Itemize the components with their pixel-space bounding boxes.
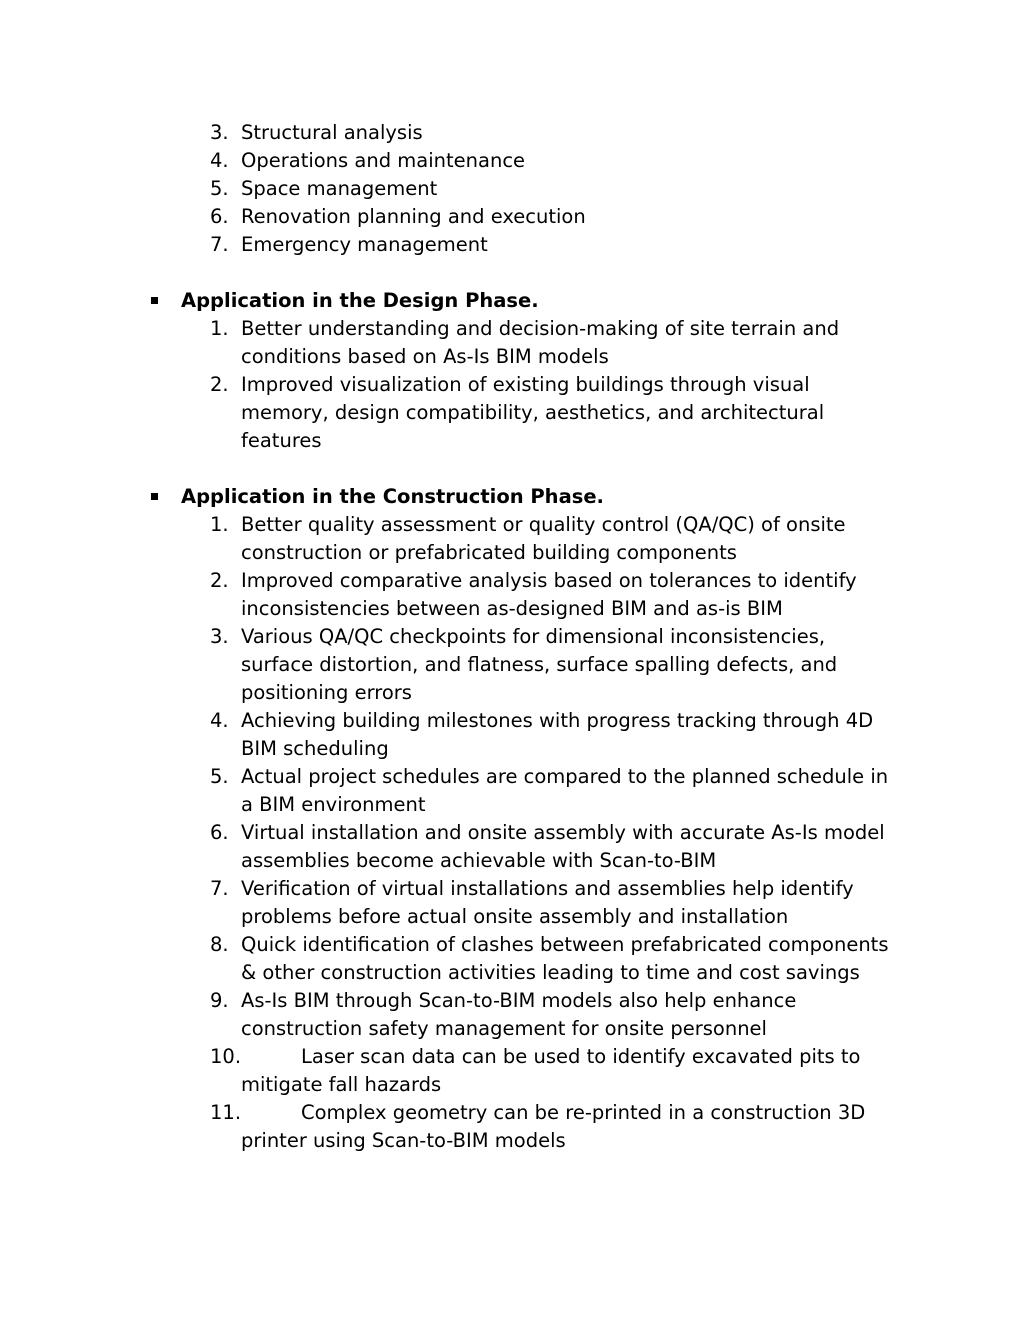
list-number: 6. bbox=[210, 821, 229, 844]
operations-uses-list bbox=[0, 119, 1024, 259]
list-number: 2. bbox=[210, 373, 229, 396]
list-text: Virtual installation and onsite assembly with accurate As-Is model assemblies become achievable with Scan-to-BIM bbox=[241, 821, 885, 872]
list-number: 11. bbox=[210, 1101, 242, 1124]
list-text: As-Is BIM through Scan-to-BIM models also help enhance construction safety management for onsite personnel bbox=[241, 989, 797, 1040]
list-number: 3. bbox=[210, 625, 229, 648]
list-item bbox=[0, 231, 901, 259]
list-number: 1. bbox=[210, 513, 229, 536]
list-item bbox=[0, 203, 901, 231]
list-text: Renovation planning and execution bbox=[241, 205, 586, 228]
list-number: 6. bbox=[210, 205, 229, 228]
list-number: 7. bbox=[210, 233, 229, 256]
list-item bbox=[0, 987, 901, 1043]
list-item bbox=[0, 147, 901, 175]
list-text: Emergency management bbox=[241, 233, 488, 256]
list-item bbox=[0, 875, 901, 931]
list-number: 5. bbox=[210, 765, 229, 788]
list-text: Actual project schedules are compared to the planned schedule in a BIM environment bbox=[241, 765, 889, 816]
list-text: Operations and maintenance bbox=[241, 149, 526, 172]
list-number: 4. bbox=[210, 149, 229, 172]
list-text: Structural analysis bbox=[241, 121, 423, 144]
list-item bbox=[0, 819, 901, 875]
list-text: Laser scan data can be used to identify excavated pits to mitigate fall hazards bbox=[241, 1045, 861, 1096]
list-item bbox=[0, 567, 901, 623]
list-number: 2. bbox=[210, 569, 229, 592]
list-text: Verification of virtual installations and assemblies help identify problems before actual onsite assembly and installation bbox=[241, 877, 854, 928]
square-bullet-icon bbox=[151, 297, 158, 304]
list-text: Space management bbox=[241, 177, 438, 200]
list-number: 10. bbox=[210, 1045, 242, 1068]
list-text: Quick identification of clashes between prefabricated components & other construction activities leading to time and cost savings bbox=[241, 933, 889, 984]
square-bullet-icon bbox=[151, 493, 158, 500]
section-heading-text: Application in the Construction Phase. bbox=[181, 485, 604, 508]
section-heading-text: Application in the Design Phase. bbox=[181, 289, 539, 312]
list-item bbox=[0, 119, 901, 147]
list-item bbox=[0, 931, 901, 987]
design-phase-list bbox=[0, 315, 1024, 455]
list-item bbox=[0, 1043, 901, 1099]
list-item bbox=[0, 511, 901, 567]
list-number: 3. bbox=[210, 121, 229, 144]
list-text: Various QA/QC checkpoints for dimensional inconsistencies, surface distortion, and flatness, surface spalling defects, and positioning errors bbox=[241, 625, 838, 704]
list-number: 7. bbox=[210, 877, 229, 900]
list-number: 4. bbox=[210, 709, 229, 732]
list-item bbox=[0, 315, 901, 371]
list-number: 9. bbox=[210, 989, 229, 1012]
list-number: 8. bbox=[210, 933, 229, 956]
list-text: Achieving building milestones with progress tracking through 4D BIM scheduling bbox=[241, 709, 874, 760]
list-text: Improved visualization of existing buildings through visual memory, design compatibility, aesthetics, and architectural features bbox=[241, 373, 825, 452]
list-item bbox=[0, 763, 901, 819]
list-text: Complex geometry can be re-printed in a construction 3D printer using Scan-to-BIM models bbox=[241, 1101, 866, 1152]
construction-phase-list bbox=[0, 511, 1024, 1155]
list-text: Improved comparative analysis based on tolerances to identify inconsistencies between as-designed BIM and as-is BIM bbox=[241, 569, 857, 620]
list-text: Better quality assessment or quality control (QA/QC) of onsite construction or prefabricated building components bbox=[241, 513, 846, 564]
list-item bbox=[0, 175, 901, 203]
list-number: 1. bbox=[210, 317, 229, 340]
list-item bbox=[0, 371, 901, 455]
list-number: 5. bbox=[210, 177, 229, 200]
list-item bbox=[0, 707, 901, 763]
list-item bbox=[0, 1099, 901, 1155]
list-item bbox=[0, 623, 901, 707]
list-text: Better understanding and decision-making of site terrain and conditions based on As-Is BIM models bbox=[241, 317, 840, 368]
